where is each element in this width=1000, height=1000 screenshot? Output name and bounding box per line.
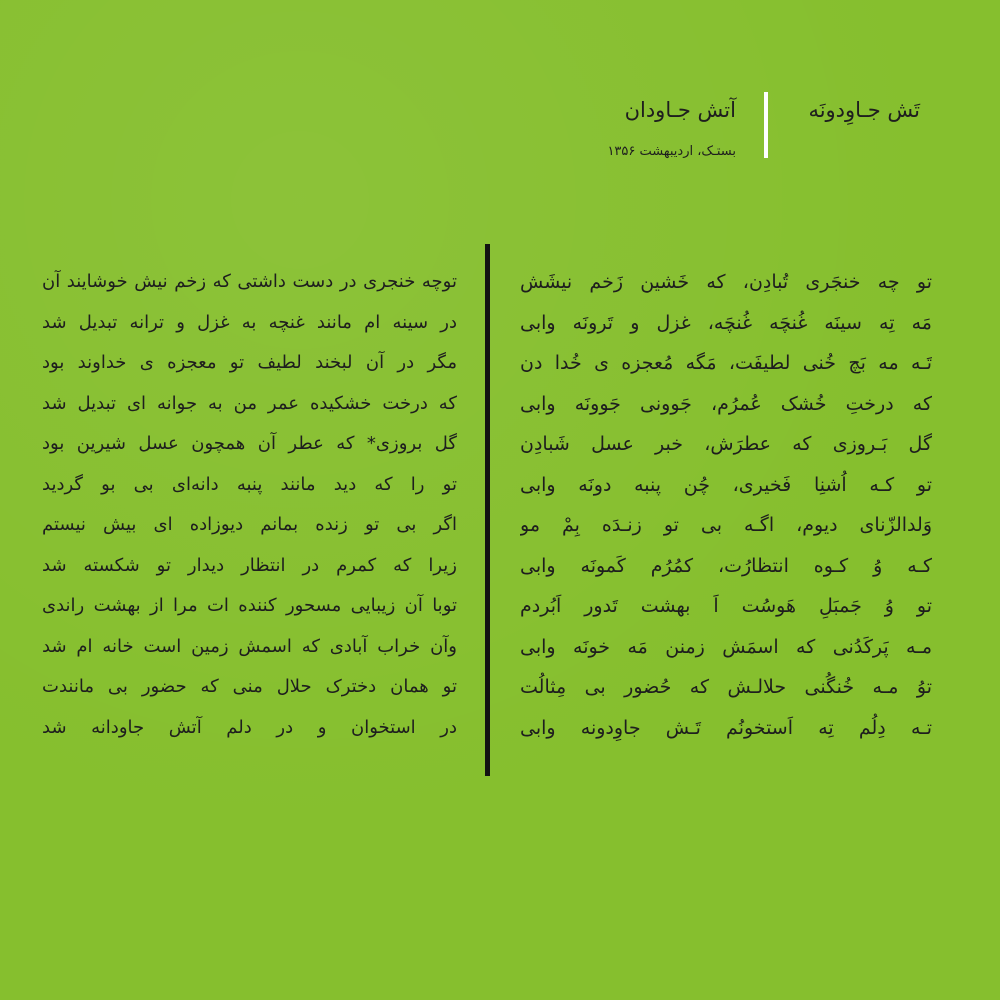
dialect-line: مـه پَرکَدُنی که اسمَش زمنن مَه خونَه وابی [520,635,932,658]
dialect-line: گل بَـروزی که عطرَش، خبر عسل شَبادِن [520,433,932,455]
persian-line: توچه خنجری در دست داشتی که زخم نیش خوشایند آن [42,271,457,292]
dialect-line: کـه وُ کـوه انتظارُت، کمُرُم کَمونَه وابی [520,554,932,577]
dialect-line: تَـه مه بَچ خُنی لطیفَت، مَگه مُعجزه ی خُدا دن [520,352,932,374]
persian-line: تو را که دید مانند پنبه دانه‌ای بی بو گردید [42,473,457,495]
persian-line: مگر در آن لبخند لطیف تو معجزه ی خداوند بود [42,352,457,373]
title-divider [764,92,768,158]
persian-line: که درخت خشکیده عمر من به جوانه ای تبدیل شد [42,392,457,414]
dialect-line: وَلدالزّنای دیوم، اگـه بی تو زنـدَه بِمْ مو [520,514,932,536]
dialect-line: تو کـه اُشنِا فَخیری، چُن پنبه دونَه وابی [520,473,932,496]
dialect-line: تو چه خنجَری تُبادِن، که خَشین زَخم نیشَش [520,271,932,293]
dialect-line: مَه تِه سینَه غُنچَه غُنچَه، غزل و تَرونَه وابی [520,311,932,334]
dialect-poem-column [520,262,932,748]
persian-line: در استخوان و در دلم آتش جاودانه شد [42,716,457,738]
persian-line: توبا آن زیبایی مسحور کننده ات مرا از بهشت راندی [42,595,457,616]
persian-poem-column [42,262,457,748]
dialect-title: تَش جـاوِدونَه [808,98,920,122]
dialect-line: توُ مـه خُنگُنی حلالـش که حُضور بی مِثالُت [520,676,932,698]
column-divider [485,244,490,776]
persian-line: اگر بی تو زنده بمانم دیوزاده ای بیش نیستم [42,514,457,535]
persian-line: زیرا که کمرم در انتظار دیدار تو شکسته شد [42,554,457,576]
poem-header [560,92,920,172]
dialect-line: تو وُ جَمبَلِ هَوسُت اَ بهشت تَدور اَبُردم [520,595,932,617]
persian-line: وآن خراب آبادی که اسمش زمین است خانه ام شد [42,635,457,657]
persian-line: تو همان دخترک حلال منی که حضور بی مانندت [42,676,457,697]
dialect-line: تـه دِلُم تِه اَستخونُم تَـش جاوِدونه وابی [520,716,932,739]
persian-title: آتش جـاودان [624,98,736,122]
persian-line: در سینه ام مانند غنچه به غزل و ترانه تبدیل شد [42,311,457,333]
place-date-subtitle: بستـک، اردیبهشت ۱۳۵۶ [607,144,736,159]
persian-line: گل بروزی* که عطر آن همچون عسل شیرین بود [42,433,457,454]
dialect-line: که درختِ خُشک عُمرُم، جَوونی جَوونَه وابی [520,392,932,415]
